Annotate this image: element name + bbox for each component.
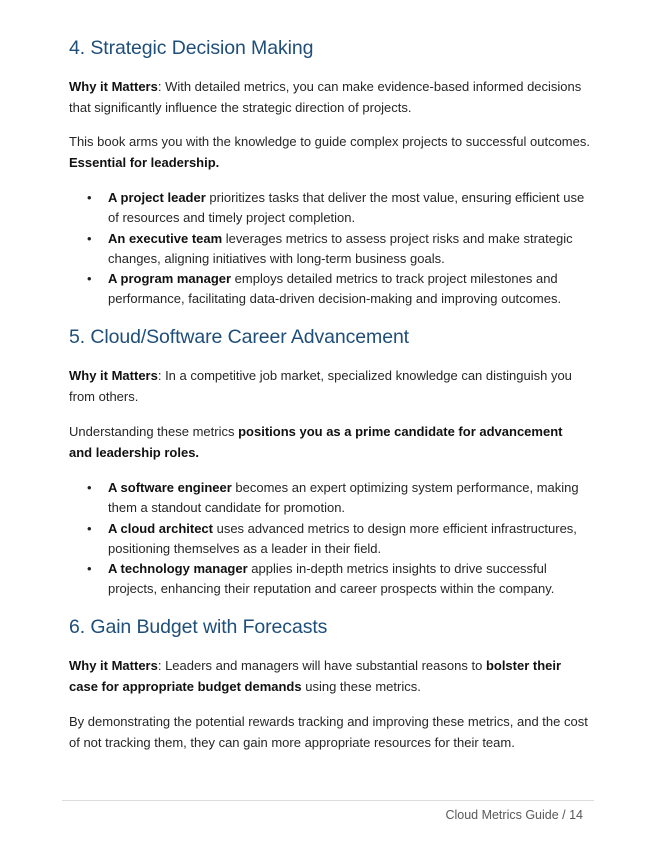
body-paragraph: [69, 422, 569, 463]
body-text: This book arms you with the knowledge to guide complex projects to successful outcomes.: [69, 134, 590, 149]
why-bold-text: bolster their case for appropriate budget demands: [69, 658, 562, 694]
why-it-matters-paragraph: [69, 656, 591, 697]
bullet-list: [69, 478, 591, 600]
footer-divider: [62, 800, 594, 801]
role-text: leverages metrics to assess project risks and make strategic changes, aligning initiatives with long-term business goals.: [108, 230, 573, 266]
body-bold-text: positions you as a prime candidate for advancement and leadership roles.: [69, 424, 563, 460]
role-label: A project leader: [108, 190, 206, 205]
why-label: Why it Matters: [69, 658, 158, 673]
list-item: [108, 519, 591, 560]
list-item: [108, 559, 591, 600]
role-label: A cloud architect: [108, 520, 213, 536]
why-label: Why it Matters: [69, 368, 158, 383]
role-text: becomes an expert optimizing system performance, making them a standout candidate for promotion.: [108, 480, 579, 516]
why-it-matters-paragraph: [69, 77, 591, 118]
list-item: [108, 229, 591, 270]
why-text: : In a competitive job market, specialized knowledge can distinguish you from others.: [69, 368, 572, 404]
body-paragraph: [69, 712, 591, 753]
role-label: A software engineer: [108, 480, 232, 495]
list-item: [108, 188, 591, 229]
body-text: By demonstrating the potential rewards tracking and improving these metrics, and the cost of not tracking them, they can gain more appropriate resources for their team.: [69, 714, 588, 750]
role-label: A technology manager: [108, 561, 248, 577]
why-label: Why it Matters: [69, 79, 158, 94]
page-footer: Cloud Metrics Guide / 14: [445, 808, 583, 822]
body-bold-text: Essential for leadership.: [69, 154, 220, 170]
why-it-matters-paragraph: [69, 366, 585, 407]
list-item: [108, 478, 591, 519]
body-paragraph: [69, 132, 591, 173]
bullet-list: [69, 188, 591, 310]
role-text: employs detailed metrics to track project milestones and performance, facilitating data-driven decision-making and improving outcomes.: [108, 271, 562, 307]
section-heading: 4. Strategic Decision Making: [69, 37, 314, 59]
role-text: applies in-depth metrics insights to drive successful projects, enhancing their reputation and career prospects within the company.: [108, 561, 555, 597]
why-text: : With detailed metrics, you can make evidence-based informed decisions that significantly influence the strategic direction of projects.: [69, 79, 582, 115]
role-label: An executive team: [108, 230, 223, 246]
role-label: A program manager: [108, 271, 232, 287]
why-text: : Leaders and managers will have substantial reasons to: [157, 658, 486, 673]
role-text: uses advanced metrics to design more efficient infrastructures, positioning themselves as a leader in their field.: [108, 520, 577, 556]
list-item: [108, 269, 591, 310]
section-heading: 5. Cloud/Software Career Advancement: [69, 326, 410, 348]
role-text: prioritizes tasks that deliver the most value, ensuring efficient use of resources and timely project completion.: [108, 190, 585, 226]
why-text: using these metrics.: [301, 678, 421, 694]
body-text: Understanding these metrics: [69, 424, 239, 439]
section-heading: 6. Gain Budget with Forecasts: [69, 616, 328, 638]
